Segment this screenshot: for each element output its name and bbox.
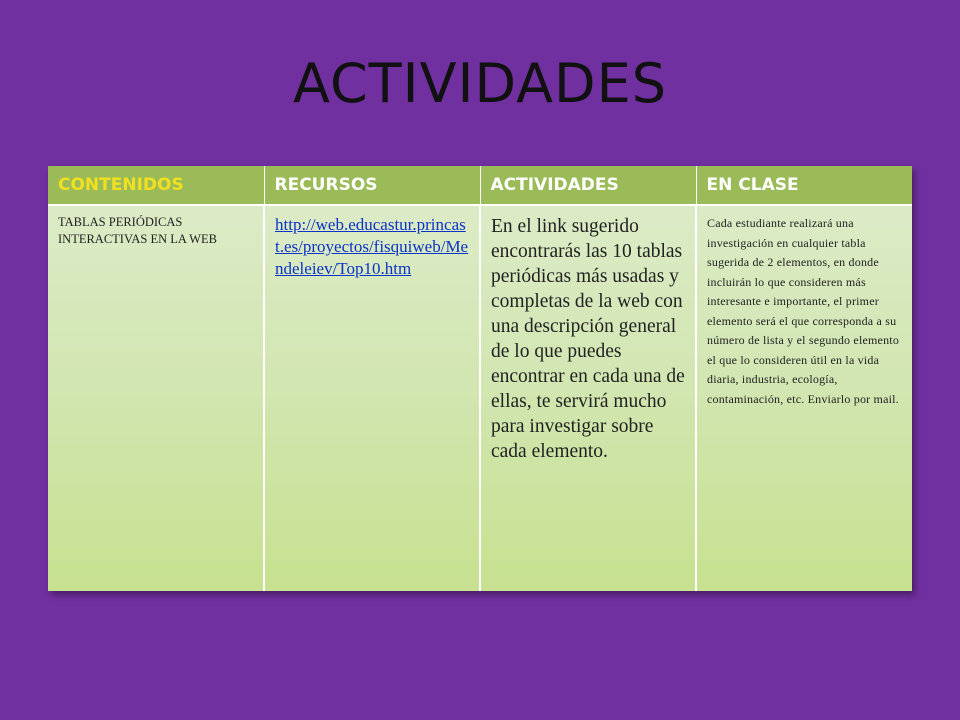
table-header-row — [48, 166, 912, 205]
header-recursos: RECURSOS — [264, 166, 480, 205]
activities-table — [48, 166, 912, 591]
header-actividades: ACTIVIDADES — [480, 166, 696, 205]
resource-link[interactable]: http://web.educastur.princast.es/proyectos/fisquiweb/Mendeleiev/Top10.htm — [275, 215, 469, 278]
slide-title: ACTIVIDADES — [292, 52, 668, 115]
cell-recursos — [264, 205, 480, 591]
cell-actividades: En el link sugerido encontrarás las 10 tablas periódicas más usadas y completas de la web con una descripción general de lo que puedes encontrar en cada una de ellas, te servirá mucho para investigar sobre cada elemento. — [480, 205, 696, 591]
header-contenidos: CONTENIDOS — [48, 166, 264, 205]
header-en-clase: EN CLASE — [696, 166, 912, 205]
cell-en-clase: Cada estudiante realizará una investigación en cualquier tabla sugerida de 2 elementos, en donde incluirán lo que consideren más interesante e importante, el primer elemento será el que corresponda a su número de lista y el segundo elemento el que lo consideren útil en la vida diaria, industria, ecología, contaminación, etc. Enviarlo por mail. — [696, 205, 912, 591]
cell-contenidos: TABLAS PERIÓDICAS INTERACTIVAS EN LA WEB — [48, 205, 264, 591]
table-row — [48, 205, 912, 591]
